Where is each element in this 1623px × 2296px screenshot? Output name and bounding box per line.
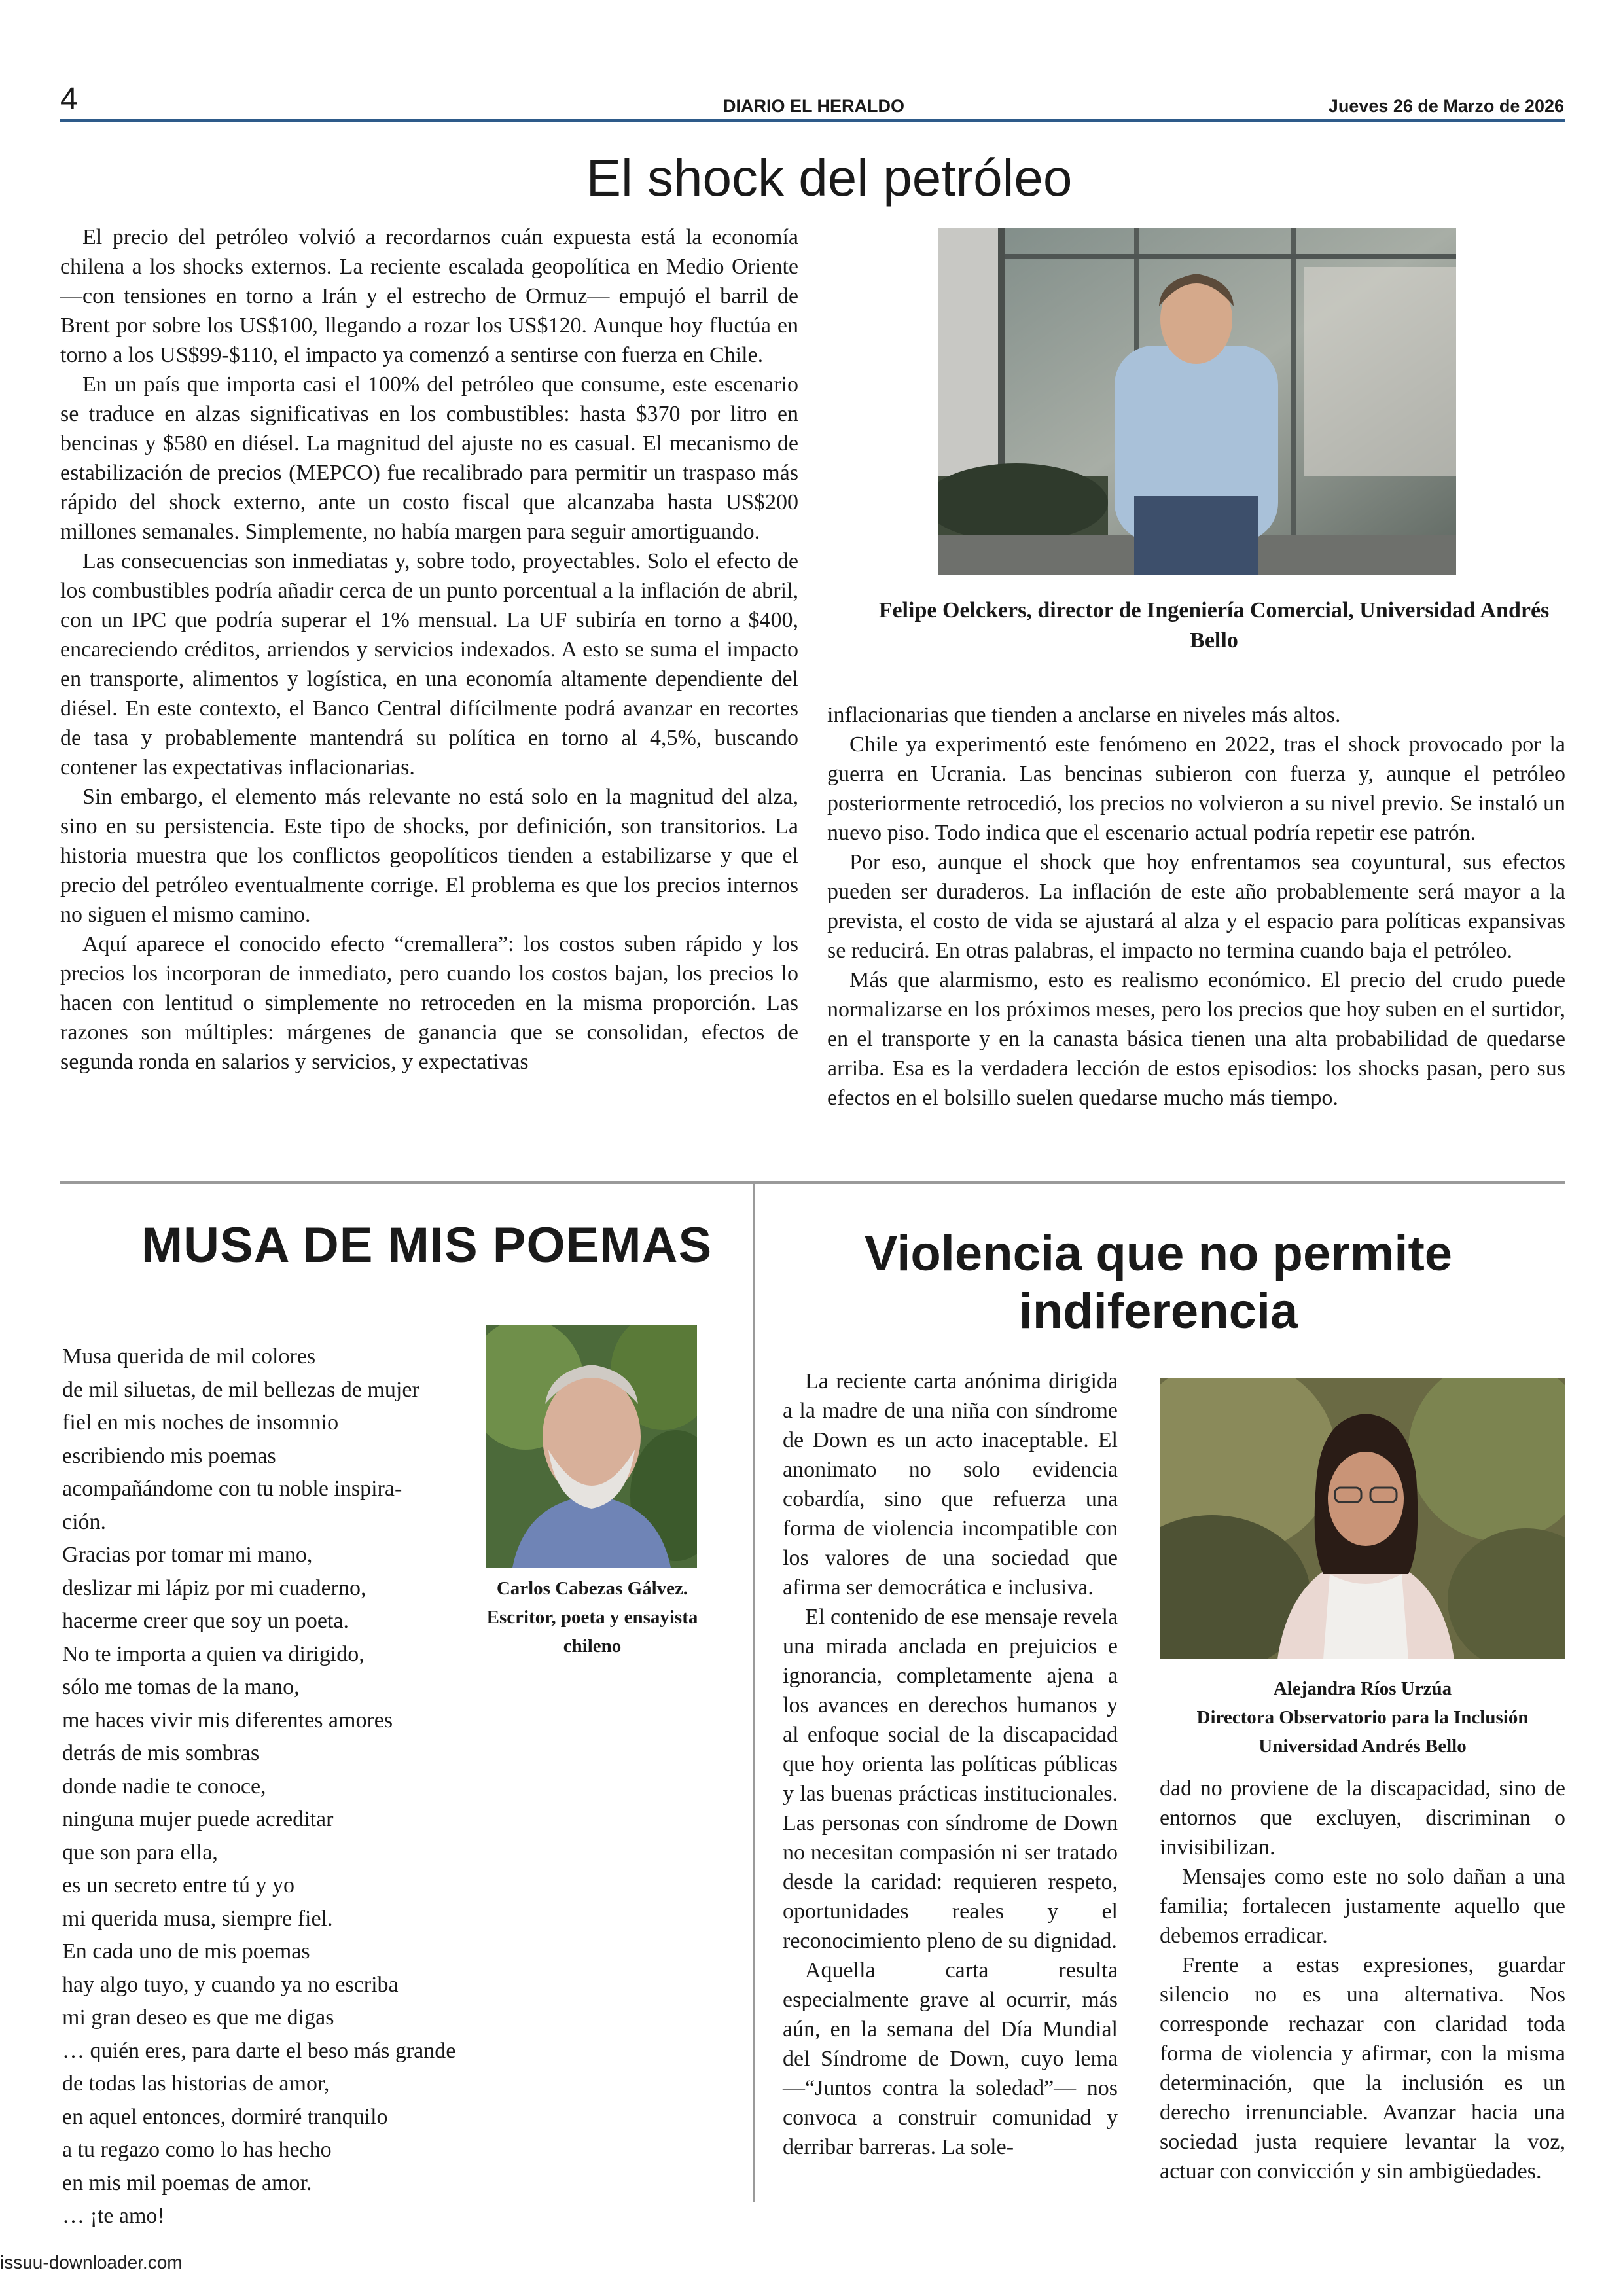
article1-paragraph: Más que alarmismo, esto es realismo económico. El precio del crudo puede normalizarse en los próximos meses, pero los precios que hoy suben en el surtidor, en el transporte y en la canasta básica tienen una alta probabilidad de quedarse arriba. Esa es la verdadera lección de estos episodios: los shocks pasan, pero sus efectos en el bolsillo suelen quedarse mucho más tiempo. bbox=[827, 968, 1565, 1110]
section-divider-vertical bbox=[753, 1184, 755, 2202]
poem-line: donde nadie te conoce, bbox=[62, 1774, 266, 1799]
article-title-poem: MUSA DE MIS POEMAS bbox=[141, 1217, 713, 1273]
poem-line: de todas las historias de amor, bbox=[62, 2072, 330, 2096]
poem-line: fiel en mis noches de insomnio bbox=[62, 1410, 339, 1435]
article3-paragraph: Aquella carta resulta especialmente grave al ocurrir, más aún, en la semana del Día Mundial del Síndrome de Down, cuyo lema —“Juntos contra la soledad”— nos convoca a construir comunidad y derribar barreras. La sole- bbox=[783, 1958, 1118, 2159]
photo-caption-carlos-name: Carlos Cabezas Gálvez. bbox=[496, 1578, 688, 1599]
article1-paragraph: Chile ya experimentó este fenómeno en 2022, tras el shock provocado por la guerra en Ucrania. Las bencinas subieron con fuerza y, aunque el petróleo posteriormente retrocedió, los precios no volvieron a su nivel previo. Se instaló un nuevo piso. Todo indica que el escenario actual podría repetir ese patrón. bbox=[827, 732, 1565, 845]
poem-line: escribiendo mis poemas bbox=[62, 1443, 276, 1468]
article1-paragraph: En un país que importa casi el 100% del petróleo que consume, este escenario se traduce en alzas significativas en los combustibles: hasta $370 por litro en bencinas y $580 en diésel. La magnitud del ajuste no es casual. El mecanismo de estabilización de precios (MEPCO) fue recalibrado para permitir un traspaso más rápido del shock externo, ante un costo fiscal que alcanzaba hasta US$200 millones semanales. Simplemente, no había margen para seguir amortiguando. bbox=[60, 372, 798, 544]
poem-line: Musa querida de mil colores bbox=[62, 1344, 316, 1369]
photo-caption-carlos-role: Escritor, poeta y ensayista chileno bbox=[486, 1607, 698, 1657]
article1-paragraph: inflacionarias que tienden a anclarse en niveles más altos. bbox=[827, 703, 1341, 727]
poem-line: En cada uno de mis poemas bbox=[62, 1939, 310, 1964]
poem-line: … quién eres, para darte el beso más grande bbox=[62, 2038, 456, 2063]
article3-right-column bbox=[1160, 1774, 1565, 2219]
photo-caption-alejandra-name: Alejandra Ríos Urzúa bbox=[1273, 1678, 1452, 1699]
poem-line: deslizar mi lápiz por mi cuaderno, bbox=[62, 1575, 366, 1600]
article1-left-column bbox=[60, 223, 798, 1172]
article1-paragraph: Sin embargo, el elemento más relevante no está solo en la magnitud del alza, sino en su persistencia. Este tipo de shocks, por definición, son transitorios. La historia muestra que los conflictos geopolíticos tienden a estabilizarse y que el precio del petróleo eventualmente corrige. El problema es que los precios internos no siguen el mismo camino. bbox=[60, 785, 798, 927]
poem-line: en aquel entonces, dormiré tranquilo bbox=[62, 2104, 388, 2129]
article-title-violence: Violencia que no permite indiferencia bbox=[864, 1226, 1453, 1339]
photo-alejandra-rios bbox=[1160, 1378, 1565, 1659]
poem-line: … ¡te amo! bbox=[62, 2204, 165, 2228]
article3-paragraph: Frente a estas expresiones, guardar silencio no es una alternativa. Nos corresponde rechazar con claridad toda forma de violencia y afirmar, con la misma determinación, que la inclusión es un derecho irrenunciable. Avanzar hacia una sociedad justa requiere levantar la voz, actuar con convicción y sin ambigüedades. bbox=[1160, 1953, 1565, 2183]
poem-line: hay algo tuyo, y cuando ya no escriba bbox=[62, 1972, 399, 1997]
article3-left-column bbox=[783, 1367, 1118, 2211]
watermark-text: issuu-downloader.com bbox=[0, 2252, 183, 2272]
poem-line: No te importa a quien va dirigido, bbox=[62, 1641, 365, 1666]
poem-line: de mil siluetas, de mil bellezas de mujer bbox=[62, 1377, 419, 1402]
header-rule bbox=[60, 119, 1565, 122]
article1-paragraph: El precio del petróleo volvió a recordarnos cuán expuesta está la economía chilena a los shocks externos. La reciente escalada geopolítica en Medio Oriente —con tensiones en torno a Irán y el estrecho de Ormuz— empujó el barril de Brent por sobre los US$100, llegando a rozar los US$120. Aunque hoy fluctúa en torno a los US$99-$110, el impacto ya comenzó a sentirse con fuerza en Chile. bbox=[60, 225, 798, 367]
photo-caption-alejandra-role: Directora Observatorio para la Inclusión bbox=[1196, 1707, 1529, 1728]
photo-caption-alejandra-org: Universidad Andrés Bello bbox=[1258, 1736, 1467, 1757]
photo-alejandra-rios-image bbox=[1160, 1378, 1565, 1659]
article1-paragraph: Aquí aparece el conocido efecto “cremallera”: los costos suben rápido y los precios los incorporan de inmediato, pero cuando los costos bajan, los precios lo hacen con lentitud o simplemente no retroceden en la misma proporción. Las razones son múltiples: márgenes de ganancia que se consolidan, efectos de segunda ronda en salarios y servicios, y expectativas bbox=[60, 932, 798, 1074]
poem-line: hacerme creer que soy un poeta. bbox=[62, 1609, 349, 1633]
poem-line: acompañándome con tu noble inspira- bbox=[62, 1477, 402, 1501]
poem-line: mi gran deseo es que me digas bbox=[62, 2005, 334, 2030]
photo-caption-felipe-oelckers: Felipe Oelckers, director de Ingeniería Comercial, Universidad Andrés Bello bbox=[878, 598, 1550, 653]
poem-line: me haces vivir mis diferentes amores bbox=[62, 1708, 393, 1732]
poem-line: mi querida musa, siempre fiel. bbox=[62, 1906, 333, 1931]
poem-line: que son para ella, bbox=[62, 1840, 218, 1865]
article1-paragraph: Por eso, aunque el shock que hoy enfrentamos sea coyuntural, sus efectos pueden ser duraderos. La inflación de este año probablemente será mayor a la prevista, el costo de vida se ajustará al alza y el espacio para políticas expansivas se reducirá. En otras palabras, el impacto no termina cuando baja el petróleo. bbox=[827, 850, 1565, 963]
article1-right-column bbox=[827, 700, 1565, 1172]
poem-line: detrás de mis sombras bbox=[62, 1741, 260, 1765]
section-divider-horizontal bbox=[60, 1181, 1565, 1184]
poem-body bbox=[62, 1340, 520, 2233]
poem-line: a tu regazo como lo has hecho bbox=[62, 2138, 332, 2162]
issue-date: Jueves 26 de Marzo de 2026 bbox=[1328, 96, 1564, 116]
photo-felipe-oelckers bbox=[938, 228, 1456, 575]
poem-line: es un secreto entre tú y yo bbox=[62, 1873, 294, 1897]
poem-line: ninguna mujer puede acreditar bbox=[62, 1807, 334, 1831]
poem-line: Gracias por tomar mi mano, bbox=[62, 1543, 313, 1567]
article3-paragraph: La reciente carta anónima dirigida a la madre de una niña con síndrome de Down es un acto inaceptable. El anonimato no solo evidencia cobardía, sino que refuerza una forma de violencia incompatible con los valores de una sociedad que afirma ser democrática e inclusiva. bbox=[783, 1369, 1118, 1600]
article3-paragraph: Mensajes como este no solo dañan a una familia; fortalecen justamente aquello que debemos erradicar. bbox=[1160, 1865, 1565, 1948]
newspaper-name: DIARIO EL HERALDO bbox=[723, 96, 905, 116]
poem-line: en mis mil poemas de amor. bbox=[62, 2170, 312, 2195]
poem-line: sólo me tomas de la mano, bbox=[62, 1675, 300, 1699]
article3-paragraph: dad no proviene de la discapacidad, sino de entornos que excluyen, discriminan o invisibilizan. bbox=[1160, 1776, 1565, 1859]
poem-line: ción. bbox=[62, 1509, 107, 1534]
article1-paragraph: Las consecuencias son inmediatas y, sobre todo, proyectables. Solo el efecto de los combustibles podría añadir cerca de un punto porcentual a la inflación de abril, con un IPC que podría superar el 1% mensual. La UF subiría en torno a $400, encareciendo créditos, arriendos y servicios indexados. A esto se suma el impacto en transporte, alimentos y logística, en una economía altamente dependiente del diésel. En este contexto, el Banco Central difícilmente podrá avanzar en recortes de tasa y probablemente mantendrá su política en torno al 4,5%, buscando contener las expectativas inflacionarias. bbox=[60, 549, 798, 780]
page-number: 4 bbox=[60, 82, 78, 117]
article3-paragraph: El contenido de ese mensaje revela una mirada anclada en prejuicios e ignorancia, completamente ajena a los avances en derechos humanos y al enfoque social de la discapacidad que hoy orienta las políticas públicas y las buenas prácticas institucionales. Las personas con síndrome de Down no necesitan compasión ni ser tratado desde la caridad: requieren respeto, oportunidades reales y el reconocimiento pleno de su dignidad. bbox=[783, 1605, 1118, 1953]
article-title-oil-shock: El shock del petróleo bbox=[586, 149, 1073, 207]
photo-felipe-oelckers-image bbox=[938, 228, 1456, 575]
